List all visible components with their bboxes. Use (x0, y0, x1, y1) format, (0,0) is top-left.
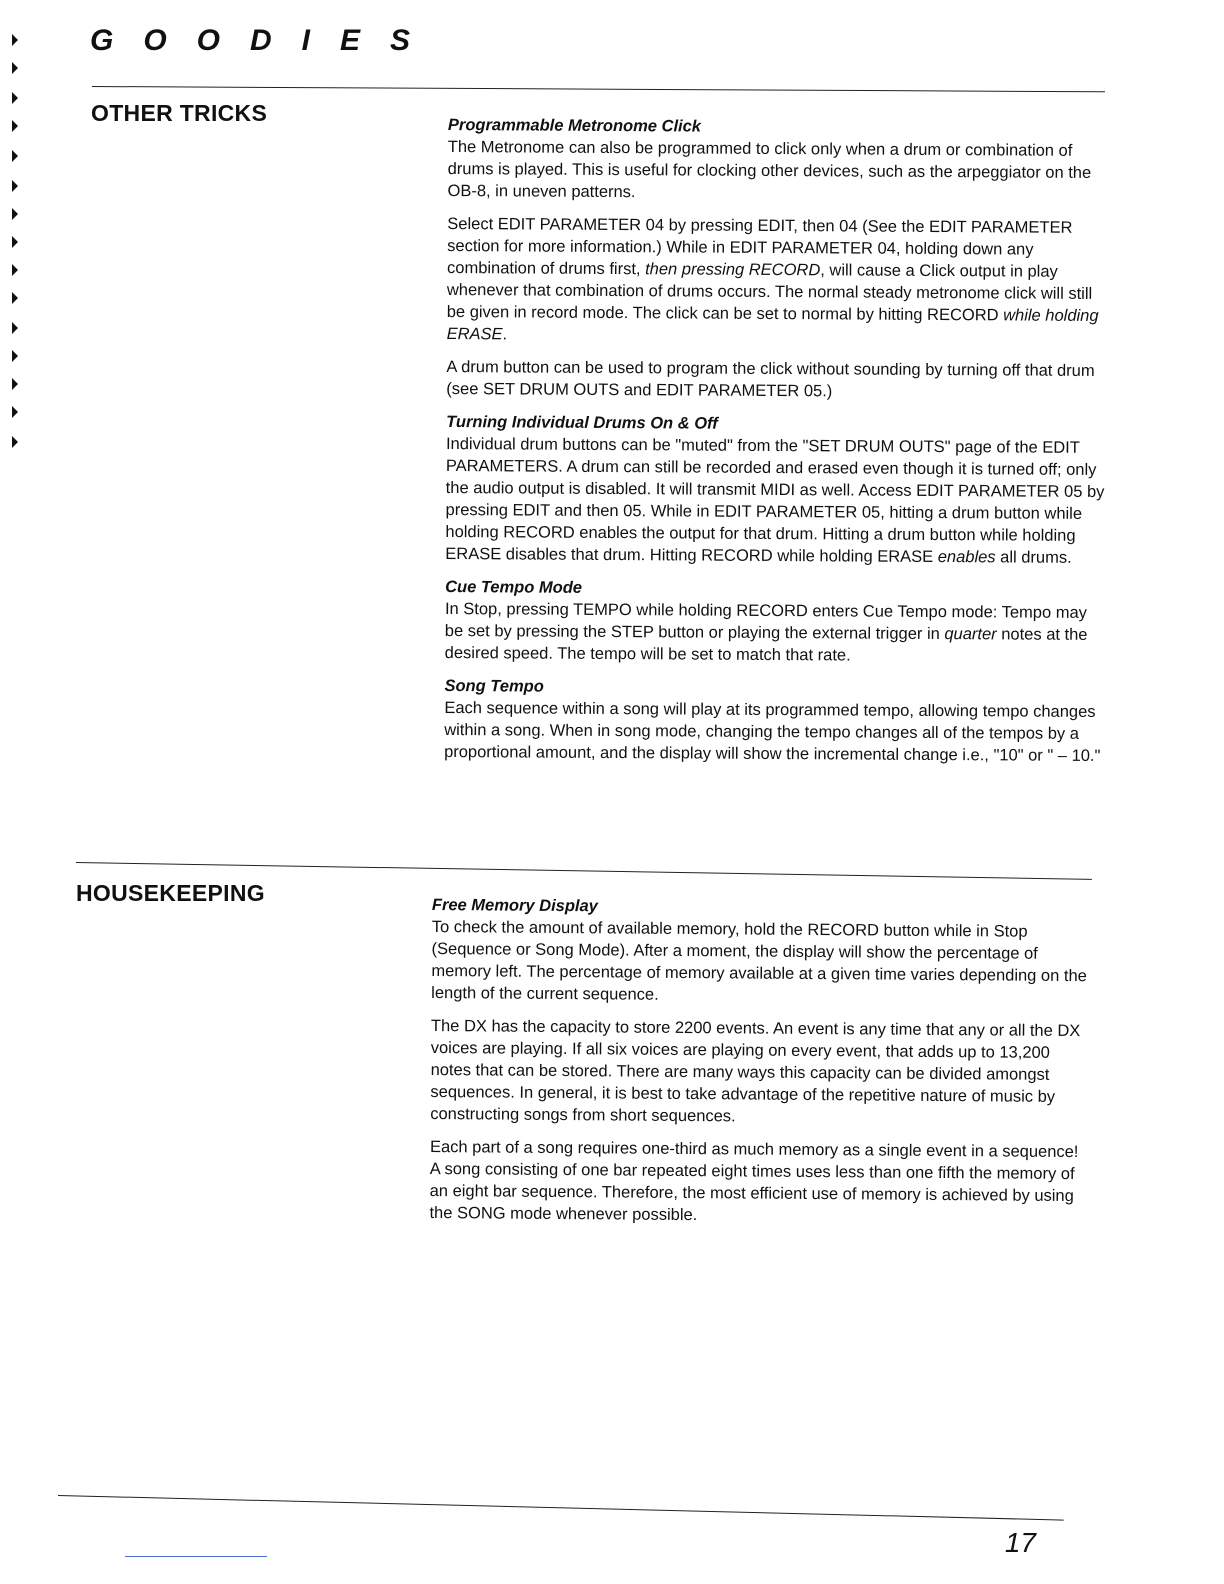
subsection-title: Cue Tempo Mode (445, 577, 583, 597)
paragraph: The Metronome can also be programmed to click only when a drum or combination of drums is played. This is useful for clocking other devices, such as the arpeggiator on the OB-8, in uneven patterns. (447, 137, 1092, 202)
binding-punch (12, 350, 18, 362)
page-number: 17 (1004, 1527, 1036, 1558)
binding-marks (0, 0, 40, 560)
binding-punch (12, 378, 18, 390)
binding-punch (12, 34, 18, 46)
binding-punch (12, 292, 18, 304)
binding-punch (12, 208, 18, 220)
paragraph: A drum button can be used to program the click without sounding by turning off that drum (see SET DRUM OUTS and EDIT PARAMETER 05.) (446, 357, 1095, 401)
binding-punch (12, 180, 18, 192)
binding-punch (12, 322, 18, 334)
paragraph: In Stop, pressing TEMPO while holding RECORD enters Cue Tempo mode: Tempo may be set by pressing the STEP button or playing the external trigger in quarter notes at the desired speed. The tempo will be set to match that rate. (444, 599, 1088, 665)
other-tricks-body (444, 114, 1108, 778)
binding-punch (12, 406, 18, 418)
housekeeping-body (429, 894, 1092, 1240)
subsection-title: Song Tempo (444, 676, 544, 696)
section-rule (76, 862, 1092, 880)
subsection-title: Free Memory Display (431, 895, 598, 916)
binding-punch (12, 62, 18, 74)
binding-punch (12, 236, 18, 248)
paragraph: Select EDIT PARAMETER 04 by pressing EDIT, then 04 (See the EDIT PARAMETER section for more information.) While in EDIT PARAMETER 04, holding down any combination of drums first, then pressing RECORD, will cause a Click output in play whenever that combination of drums occurs. The normal steady metronome click will still be given in record mode. The click can be set to normal by hitting RECORD while holding ERASE. (446, 214, 1099, 344)
section-heading-other-tricks: OTHER TRICKS (91, 100, 268, 126)
paragraph: Individual drum buttons can be "muted" from the "SET DRUM OUTS" page of the EDIT PARAMETERS. A drum can still be recorded and erased even though it is turned off; only the audio output is disabled. It will transmit MIDI as well. Access EDIT PARAMETER 05 by pressing EDIT and then 05. While in EDIT PARAMETER 05, hitting a drum button while holding RECORD enables the output for that drum. Hitting a drum button while holding ERASE disables that drum. Hitting RECORD while holding ERASE enables all drums. (445, 434, 1105, 567)
paragraph: Each sequence within a song will play at its programmed tempo, allowing tempo changes within a song. When in song mode, changing the tempo changes all of the tempos by a proportional amount, and the display will show the incremental change i.e., "10" or " – 10." (444, 698, 1101, 765)
header-rule (92, 86, 1105, 92)
binding-punch (12, 264, 18, 276)
footer-rule (58, 1495, 1064, 1521)
binding-punch (12, 150, 18, 162)
binding-punch (12, 436, 18, 448)
footer-blue-line (125, 1556, 267, 1557)
section-heading-housekeeping: HOUSEKEEPING (76, 880, 265, 906)
binding-punch (12, 120, 18, 132)
subsection-title: Turning Individual Drums On & Off (446, 412, 718, 433)
binding-punch (12, 92, 18, 104)
subsection-title: Programmable Metronome Click (447, 115, 702, 136)
paragraph: To check the amount of available memory, hold the RECORD button while in Stop (Sequence or Song Mode). After a moment, the display will show the percentage of memory left. The percentage of memory available at a given time varies depending on the length of the current sequence. (431, 917, 1087, 1004)
page-header-title: GOODIES (90, 24, 441, 57)
paragraph: Each part of a song requires one-third as much memory as a single event in a sequence! A song consisting of one bar repeated eight times uses less than one fifth the memory of an eight bar sequence. Therefore, the most efficient use of memory is achieved by using the SONG mode whenever possible. (429, 1137, 1079, 1225)
paragraph: The DX has the capacity to store 2200 events. An event is any time that any or all the DX voices are playing. If all six voices are playing on every event, that adds up to 13,200 notes that can be stored. There are many ways this capacity can be divided amongst sequences. In general, it is best to take advantage of the repetitive nature of music by constructing songs from short sequences. (430, 1016, 1081, 1126)
